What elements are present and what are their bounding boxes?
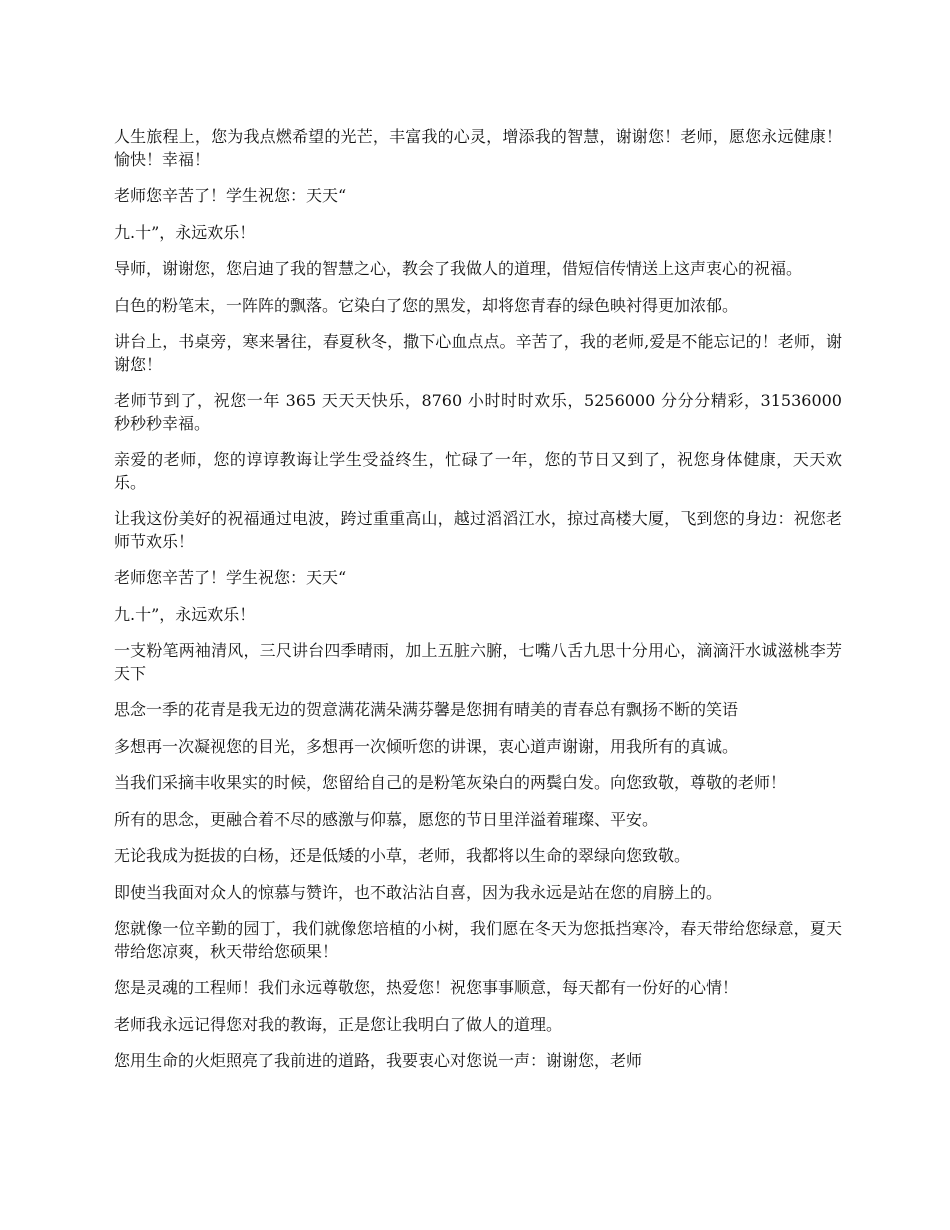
document-body — [114, 126, 842, 1087]
paragraph: 白色的粉笔末，一阵阵的飘落。它染白了您的黑发，却将您青春的绿色映衬得更加浓郁。 — [114, 295, 739, 315]
paragraph: 即使当我面对众人的惊慕与赞许，也不敢沾沾自喜，因为我永远是站在您的肩膀上的。 — [114, 882, 723, 902]
paragraph: 老师您辛苦了！学生祝您：天天“ — [114, 186, 347, 205]
paragraph: 让我这份美好的祝福通过电波，跨过重重高山，越过滔滔江水，掠过高楼大厦，飞到您的身边：祝您老师节欢乐！ — [114, 509, 842, 551]
paragraph: 您就像一位辛勤的园丁，我们就像您培植的小树，我们愿在冬天为您抵挡寒冷，春天带给您绿意，夏天带给您凉爽，秋天带给您硕果！ — [114, 919, 842, 961]
paragraph: 老师节到了，祝您一年 365 天天天快乐，8760 小时时时欢乐，5256000 分分分精彩，31536000 秒秒秒幸福。 — [114, 391, 842, 433]
paragraph: 当我们采摘丰收果实的时候，您留给自己的是粉笔灰染白的两鬓白发。向您致敬，尊敬的老师！ — [114, 773, 787, 792]
paragraph: 您用生命的火炬照亮了我前进的道路，我要衷心对您说一声：谢谢您，老师 — [114, 1051, 643, 1070]
paragraph: 九.十”，永远欢乐！ — [114, 604, 256, 624]
paragraph: 多想再一次凝视您的目光，多想再一次倾听您的讲课，衷心道声谢谢，用我所有的真诚。 — [114, 736, 739, 756]
paragraph: 一支粉笔两袖清风，三尺讲台四季晴雨，加上五脏六腑，七嘴八舌九思十分用心，滴滴汗水诚滋桃李芳天下 — [114, 641, 842, 683]
paragraph: 人生旅程上，您为我点燃希望的光芒，丰富我的心灵，增添我的智慧，谢谢您！老师，愿您永远健康！愉快！幸福！ — [114, 127, 842, 169]
paragraph: 您是灵魂的工程师！我们永远尊敬您，热爱您！祝您事事顺意，每天都有一份好的心情！ — [114, 978, 739, 997]
paragraph: 所有的思念，更融合着不尽的感激与仰慕，愿您的节日里洋溢着璀璨、平安。 — [114, 809, 659, 829]
paragraph: 思念一季的花青是我无边的贺意满花满朵满芬馨是您拥有晴美的青春总有飘扬不断的笑语 — [114, 700, 739, 719]
paragraph: 无论我成为挺拔的白杨，还是低矮的小草，老师，我都将以生命的翠绿向您致敬。 — [114, 846, 691, 865]
paragraph: 导师，谢谢您，您启迪了我的智慧之心，教会了我做人的道理，借短信传情送上这声衷心的祝福。 — [114, 259, 803, 278]
paragraph: 讲台上，书桌旁，寒来暑往，春夏秋冬，撒下心血点点。辛苦了，我的老师,爱是不能忘记的！老师，谢谢您！ — [114, 332, 842, 374]
paragraph: 老师您辛苦了！学生祝您：天天“ — [114, 568, 347, 587]
paragraph: 亲爱的老师，您的谆谆教诲让学生受益终生，忙碌了一年，您的节日又到了，祝您身体健康，天天欢乐。 — [114, 450, 842, 492]
paragraph: 老师我永远记得您对我的教诲，正是您让我明白了做人的道理。 — [114, 1014, 563, 1034]
paragraph: 九.十”，永远欢乐！ — [114, 222, 256, 242]
